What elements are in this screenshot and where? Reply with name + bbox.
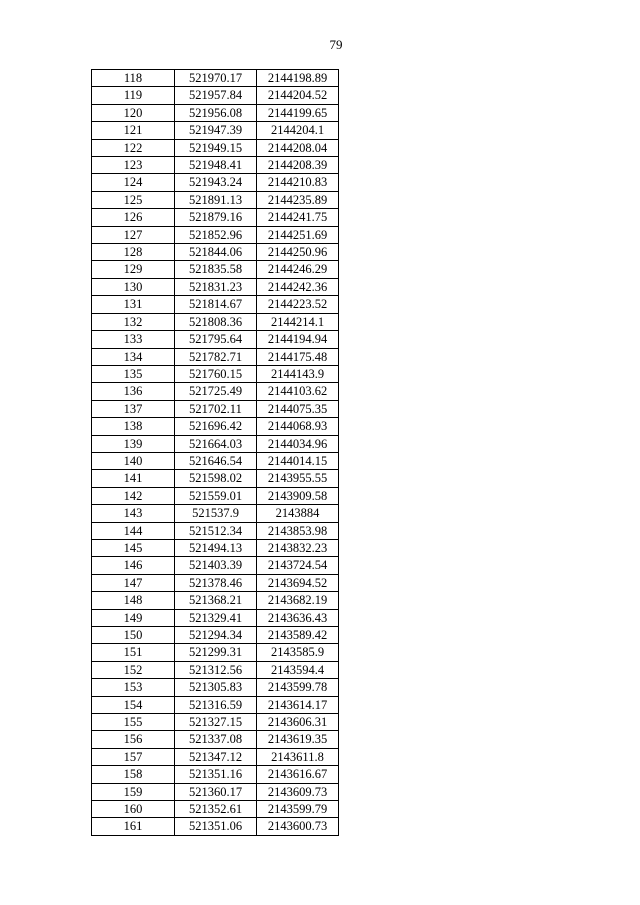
table-row	[92, 435, 339, 452]
x-coordinate-cell: 521782.71	[175, 348, 257, 365]
table-row	[92, 505, 339, 522]
table-row	[92, 539, 339, 556]
y-coordinate-cell: 2144242.36	[257, 278, 339, 295]
point-number-cell: 142	[92, 487, 175, 504]
y-coordinate-cell: 2143682.19	[257, 592, 339, 609]
y-coordinate-cell: 2144208.04	[257, 139, 339, 156]
y-coordinate-cell: 2143853.98	[257, 522, 339, 539]
table-row	[92, 226, 339, 243]
table-row	[92, 783, 339, 800]
table-row	[92, 522, 339, 539]
x-coordinate-cell: 521814.67	[175, 296, 257, 313]
x-coordinate-cell: 521299.31	[175, 644, 257, 661]
x-coordinate-cell: 521378.46	[175, 574, 257, 591]
y-coordinate-cell: 2144250.96	[257, 244, 339, 261]
y-coordinate-cell: 2144075.35	[257, 400, 339, 417]
table-row	[92, 139, 339, 156]
y-coordinate-cell: 2143619.35	[257, 731, 339, 748]
x-coordinate-cell: 521598.02	[175, 470, 257, 487]
table-row	[92, 348, 339, 365]
y-coordinate-cell: 2143609.73	[257, 783, 339, 800]
table-row	[92, 244, 339, 261]
x-coordinate-cell: 521352.61	[175, 801, 257, 818]
table-row	[92, 627, 339, 644]
point-number-cell: 153	[92, 679, 175, 696]
point-number-cell: 159	[92, 783, 175, 800]
point-number-cell: 149	[92, 609, 175, 626]
point-number-cell: 123	[92, 157, 175, 174]
y-coordinate-cell: 2144241.75	[257, 209, 339, 226]
x-coordinate-cell: 521559.01	[175, 487, 257, 504]
y-coordinate-cell: 2143955.55	[257, 470, 339, 487]
y-coordinate-cell: 2144014.15	[257, 452, 339, 469]
table-row	[92, 365, 339, 382]
x-coordinate-cell: 521852.96	[175, 226, 257, 243]
table-row	[92, 70, 339, 87]
x-coordinate-cell: 521970.17	[175, 70, 257, 87]
y-coordinate-cell: 2144199.65	[257, 104, 339, 121]
table-row	[92, 679, 339, 696]
x-coordinate-cell: 521957.84	[175, 87, 257, 104]
y-coordinate-cell: 2143724.54	[257, 557, 339, 574]
y-coordinate-cell: 2144208.39	[257, 157, 339, 174]
y-coordinate-cell: 2143599.79	[257, 801, 339, 818]
x-coordinate-cell: 521835.58	[175, 261, 257, 278]
y-coordinate-cell: 2144246.29	[257, 261, 339, 278]
point-number-cell: 127	[92, 226, 175, 243]
table-row	[92, 296, 339, 313]
x-coordinate-cell: 521512.34	[175, 522, 257, 539]
point-number-cell: 126	[92, 209, 175, 226]
y-coordinate-cell: 2144034.96	[257, 435, 339, 452]
point-number-cell: 138	[92, 418, 175, 435]
y-coordinate-cell: 2143589.42	[257, 627, 339, 644]
table-row	[92, 748, 339, 765]
y-coordinate-cell: 2144194.94	[257, 331, 339, 348]
y-coordinate-cell: 2144198.89	[257, 70, 339, 87]
y-coordinate-cell: 2143614.17	[257, 696, 339, 713]
x-coordinate-cell: 521956.08	[175, 104, 257, 121]
x-coordinate-cell: 521305.83	[175, 679, 257, 696]
y-coordinate-cell: 2143600.73	[257, 818, 339, 835]
point-number-cell: 131	[92, 296, 175, 313]
point-number-cell: 148	[92, 592, 175, 609]
point-number-cell: 124	[92, 174, 175, 191]
y-coordinate-cell: 2144210.83	[257, 174, 339, 191]
x-coordinate-cell: 521294.34	[175, 627, 257, 644]
coordinates-table	[91, 69, 339, 836]
table-row	[92, 714, 339, 731]
point-number-cell: 154	[92, 696, 175, 713]
point-number-cell: 160	[92, 801, 175, 818]
table-row	[92, 87, 339, 104]
point-number-cell: 136	[92, 383, 175, 400]
y-coordinate-cell: 2143832.23	[257, 539, 339, 556]
table-row	[92, 731, 339, 748]
point-number-cell: 121	[92, 122, 175, 139]
point-number-cell: 119	[92, 87, 175, 104]
x-coordinate-cell: 521368.21	[175, 592, 257, 609]
point-number-cell: 139	[92, 435, 175, 452]
point-number-cell: 120	[92, 104, 175, 121]
table-row	[92, 644, 339, 661]
table-row	[92, 191, 339, 208]
point-number-cell: 155	[92, 714, 175, 731]
point-number-cell: 122	[92, 139, 175, 156]
x-coordinate-cell: 521760.15	[175, 365, 257, 382]
point-number-cell: 141	[92, 470, 175, 487]
x-coordinate-cell: 521537.9	[175, 505, 257, 522]
y-coordinate-cell: 2143585.9	[257, 644, 339, 661]
x-coordinate-cell: 521943.24	[175, 174, 257, 191]
y-coordinate-cell: 2143909.58	[257, 487, 339, 504]
x-coordinate-cell: 521351.06	[175, 818, 257, 835]
table-row	[92, 261, 339, 278]
x-coordinate-cell: 521696.42	[175, 418, 257, 435]
point-number-cell: 151	[92, 644, 175, 661]
y-coordinate-cell: 2144143.9	[257, 365, 339, 382]
x-coordinate-cell: 521403.39	[175, 557, 257, 574]
point-number-cell: 146	[92, 557, 175, 574]
x-coordinate-cell: 521327.15	[175, 714, 257, 731]
y-coordinate-cell: 2143884	[257, 505, 339, 522]
x-coordinate-cell: 521664.03	[175, 435, 257, 452]
x-coordinate-cell: 521351.16	[175, 766, 257, 783]
point-number-cell: 157	[92, 748, 175, 765]
point-number-cell: 156	[92, 731, 175, 748]
y-coordinate-cell: 2143606.31	[257, 714, 339, 731]
table-row	[92, 766, 339, 783]
point-number-cell: 132	[92, 313, 175, 330]
x-coordinate-cell: 521844.06	[175, 244, 257, 261]
y-coordinate-cell: 2143616.67	[257, 766, 339, 783]
x-coordinate-cell: 521360.17	[175, 783, 257, 800]
table-row	[92, 313, 339, 330]
y-coordinate-cell: 2144103.62	[257, 383, 339, 400]
x-coordinate-cell: 521316.59	[175, 696, 257, 713]
point-number-cell: 145	[92, 539, 175, 556]
table-row	[92, 696, 339, 713]
point-number-cell: 133	[92, 331, 175, 348]
x-coordinate-cell: 521347.12	[175, 748, 257, 765]
x-coordinate-cell: 521337.08	[175, 731, 257, 748]
point-number-cell: 129	[92, 261, 175, 278]
x-coordinate-cell: 521831.23	[175, 278, 257, 295]
table-row	[92, 470, 339, 487]
point-number-cell: 152	[92, 661, 175, 678]
table-row	[92, 592, 339, 609]
x-coordinate-cell: 521879.16	[175, 209, 257, 226]
point-number-cell: 125	[92, 191, 175, 208]
y-coordinate-cell: 2144204.52	[257, 87, 339, 104]
x-coordinate-cell: 521702.11	[175, 400, 257, 417]
y-coordinate-cell: 2143694.52	[257, 574, 339, 591]
x-coordinate-cell: 521329.41	[175, 609, 257, 626]
point-number-cell: 128	[92, 244, 175, 261]
table-row	[92, 278, 339, 295]
table-row	[92, 104, 339, 121]
y-coordinate-cell: 2144251.69	[257, 226, 339, 243]
point-number-cell: 150	[92, 627, 175, 644]
y-coordinate-cell: 2143599.78	[257, 679, 339, 696]
table-row	[92, 801, 339, 818]
coordinates-table-body	[92, 70, 339, 836]
x-coordinate-cell: 521947.39	[175, 122, 257, 139]
point-number-cell: 134	[92, 348, 175, 365]
x-coordinate-cell: 521891.13	[175, 191, 257, 208]
point-number-cell: 137	[92, 400, 175, 417]
point-number-cell: 161	[92, 818, 175, 835]
y-coordinate-cell: 2144235.89	[257, 191, 339, 208]
page-number: 79	[329, 37, 343, 52]
point-number-cell: 158	[92, 766, 175, 783]
y-coordinate-cell: 2144204.1	[257, 122, 339, 139]
x-coordinate-cell: 521808.36	[175, 313, 257, 330]
y-coordinate-cell: 2144223.52	[257, 296, 339, 313]
y-coordinate-cell: 2143636.43	[257, 609, 339, 626]
table-row	[92, 383, 339, 400]
x-coordinate-cell: 521795.64	[175, 331, 257, 348]
y-coordinate-cell: 2144214.1	[257, 313, 339, 330]
point-number-cell: 130	[92, 278, 175, 295]
table-row	[92, 331, 339, 348]
table-row	[92, 174, 339, 191]
x-coordinate-cell: 521494.13	[175, 539, 257, 556]
point-number-cell: 140	[92, 452, 175, 469]
table-row	[92, 661, 339, 678]
y-coordinate-cell: 2143594.4	[257, 661, 339, 678]
table-row	[92, 818, 339, 835]
point-number-cell: 147	[92, 574, 175, 591]
point-number-cell: 135	[92, 365, 175, 382]
x-coordinate-cell: 521312.56	[175, 661, 257, 678]
table-row	[92, 452, 339, 469]
y-coordinate-cell: 2143611.8	[257, 748, 339, 765]
table-row	[92, 122, 339, 139]
table-row	[92, 609, 339, 626]
point-number-cell: 144	[92, 522, 175, 539]
x-coordinate-cell: 521725.49	[175, 383, 257, 400]
table-row	[92, 574, 339, 591]
y-coordinate-cell: 2144068.93	[257, 418, 339, 435]
point-number-cell: 118	[92, 70, 175, 87]
table-row	[92, 418, 339, 435]
x-coordinate-cell: 521948.41	[175, 157, 257, 174]
table-row	[92, 209, 339, 226]
point-number-cell: 143	[92, 505, 175, 522]
table-row	[92, 487, 339, 504]
table-row	[92, 157, 339, 174]
table-row	[92, 400, 339, 417]
table-row	[92, 557, 339, 574]
x-coordinate-cell: 521949.15	[175, 139, 257, 156]
y-coordinate-cell: 2144175.48	[257, 348, 339, 365]
x-coordinate-cell: 521646.54	[175, 452, 257, 469]
